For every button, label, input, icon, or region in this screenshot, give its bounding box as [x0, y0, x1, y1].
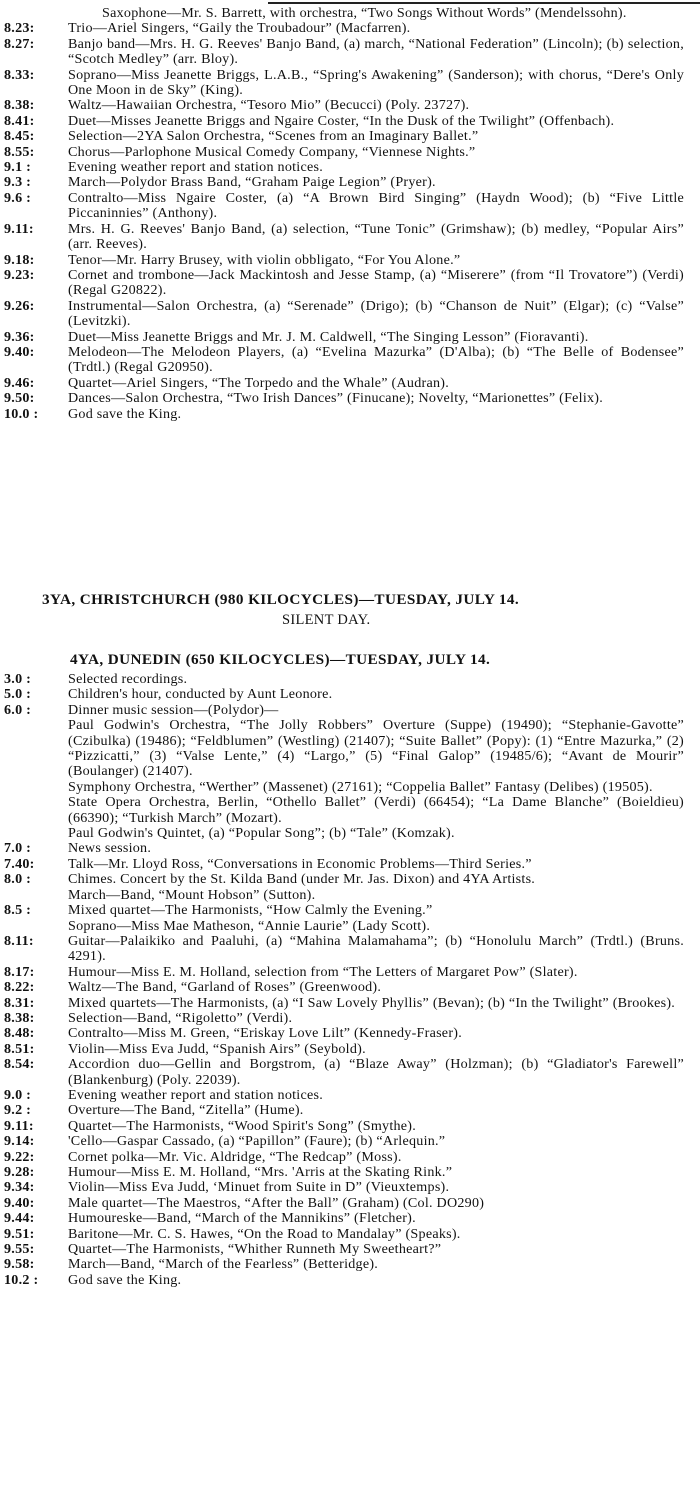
entry-time: 9.11: [4, 1117, 34, 1134]
schedule-entry [0, 718, 690, 780]
schedule-entry [0, 222, 690, 253]
schedule-entry [0, 175, 690, 190]
entry-time: 9.23: [4, 266, 35, 283]
schedule-entry [0, 98, 690, 113]
schedule-entry [0, 687, 690, 702]
entry-time: 9.14: [4, 1133, 35, 1150]
entry-time: 9.36: [4, 328, 35, 345]
entry-text: Selected recordings. [68, 671, 188, 687]
entry-text: Quartet—The Harmonists, “Wood Spirit's Song” (Smythe). [68, 1117, 417, 1134]
entry-text: God save the King. [68, 405, 182, 422]
programme-4ya [0, 672, 690, 1288]
entry-time: 8.38: [4, 97, 35, 114]
schedule-entry [0, 253, 690, 268]
entry-text: Mixed quartet—The Harmonists, “How Calmly the Evening.” [68, 902, 433, 919]
entry-time: 8.48: [4, 1025, 35, 1042]
entry-time: 9.51: [4, 1225, 35, 1242]
entry-text: Soprano—Miss Mae Matheson, “Annie Laurie” (Lady Scott). [68, 917, 431, 934]
entry-time: 8.5 : [4, 902, 32, 919]
schedule-entry [0, 21, 690, 36]
entry-time: 8.45: [4, 128, 35, 145]
schedule-entry [0, 330, 690, 345]
schedule-entry [0, 1165, 690, 1180]
schedule-entry [0, 1026, 690, 1041]
entry-text: Duet—Miss Jeanette Briggs and Mr. J. M. Caldwell, “The Singing Lesson” (Fioravanti). [68, 328, 589, 345]
schedule-entry [0, 1103, 690, 1118]
schedule-entry [0, 299, 690, 330]
entry-time: 8.31: [4, 994, 35, 1011]
entry-time: 9.3 : [4, 174, 32, 191]
entry-text: Paul Godwin's Orchestra, “The Jolly Robbers” Overture (Suppe) (19490); “Stephanie-Gavotte” (Czibulka) (19486); “Feldblumen” (Westling) (21407); “Suite Ballet” (Popy): (1) “Entre Mazurka,” (2) “Pizzicatti,” (3) “Valse Lente,” (4) “Largo,” (5) “Final Galop” (19485/6); “Avant de Mourir” (Boulanger) (21407). [68, 717, 684, 780]
schedule-entry [0, 826, 690, 841]
entry-text: Accordion duo—Gellin and Borgstrom, (a) “Blaze Away” (Holzman); (b) “Gladiator's Farewell” (Blankenburg) (Poly. 22039). [68, 1056, 684, 1088]
schedule-entry [0, 1088, 690, 1103]
entry-time: 5.0 : [4, 686, 32, 703]
entry-text: Selection—Band, “Rigoletto” (Verdi). [68, 1009, 293, 1026]
entry-text: Selection—2YA Salon Orchestra, “Scenes from an Imaginary Ballet.” [68, 128, 479, 145]
entry-time: 8.38: [4, 1009, 35, 1026]
entry-time: 8.55: [4, 143, 35, 160]
entry-time: 8.22: [4, 979, 35, 996]
entry-text: Humour—Miss E. M. Holland, selection from “The Letters of Margaret Pow” (Slater). [68, 963, 578, 980]
entry-time: 9.58: [4, 1256, 35, 1273]
entry-text: Contralto—Miss M. Green, “Eriskay Love Lilt” (Kennedy-Fraser). [68, 1025, 462, 1042]
schedule-entry [0, 857, 690, 872]
entry-time: 8.11: [4, 932, 34, 949]
station-heading-3ya: 3YA, CHRISTCHURCH (980 KILOCYCLES)—TUESDAY, JULY 14. [42, 591, 520, 608]
entry-text: Dances—Salon Orchestra, “Two Irish Dances” (Finucane); Novelty, “Marionettes” (Felix). [68, 390, 604, 407]
entry-text: Duet—Misses Jeanette Briggs and Ngaire Coster, “In the Dusk of the Twilight” (Offenbach). [68, 112, 615, 129]
entry-text: Cornet and trombone—Jack Mackintosh and Jesse Stamp, (a) “Miserere” (from “Il Trovatore”) (Verdi) (Regal G20822). [68, 266, 684, 299]
entry-text: Soprano—Miss Jeanette Briggs, L.A.B., “Spring's Awakening” (Sanderson); with chorus, “Dere's Only One Moon in de Sky” (King). [68, 66, 684, 99]
entry-time: 9.34: [4, 1179, 35, 1196]
schedule-entry [0, 1227, 690, 1242]
entry-text: Dinner music session—(Polydor)— [68, 701, 279, 718]
schedule-entry [0, 68, 690, 99]
schedule-entry [0, 841, 690, 856]
entry-text: Children's hour, conducted by Aunt Leonore. [68, 686, 333, 703]
entry-time: 9.26: [4, 297, 35, 314]
programme-2ya-continued [0, 6, 690, 422]
schedule-entry [0, 996, 690, 1011]
schedule-entry [0, 780, 690, 795]
entry-time: 8.33: [4, 66, 35, 83]
schedule-entry [0, 1196, 690, 1211]
entry-text: Melodeon—The Melodeon Players, (a) “Evelina Mazurka” (D'Alba); (b) “The Belle of Bodensee” (Trdtl.) (Regal G20950). [68, 343, 684, 376]
schedule-entry [0, 1011, 690, 1026]
entry-text: March—Polydor Brass Band, “Graham Paige Legion” (Pryer). [68, 174, 436, 191]
entry-text: Contralto—Miss Ngaire Coster, (a) “A Brown Bird Singing” (Haydn Wood); (b) “Five Little Piccaninnies” (Anthony). [68, 189, 684, 222]
schedule-entry [0, 160, 690, 175]
entry-text: Chimes. Concert by the St. Kilda Band (under Mr. Jas. Dixon) and 4YA Artists. [68, 871, 536, 888]
entry-text: Banjo band—Mrs. H. G. Reeves' Banjo Band, (a) march, “National Federation” (Lincoln); (b) selection, “Scotch Medley” (arr. Bloy). [68, 35, 684, 68]
entry-text: Guitar—Palaikiko and Paaluhi, (a) “Mahina Malamahama”; (b) “Honolulu March” (Trdtl.) (Bruns. 4291). [68, 932, 684, 965]
silent-day-note: SILENT DAY. [282, 612, 371, 628]
entry-time: 9.18: [4, 251, 35, 268]
entry-time: 8.54: [4, 1056, 35, 1073]
schedule-entry [0, 1242, 690, 1257]
entry-text: Baritone—Mr. C. S. Hawes, “On the Road to Mandalay” (Speaks). [68, 1225, 461, 1242]
schedule-entry [0, 672, 690, 687]
entry-time: 9.40: [4, 1194, 35, 1211]
entry-time: 9.40: [4, 343, 35, 360]
schedule-entry [0, 268, 690, 299]
entry-text: Humoureske—Band, “March of the Mannikins” (Fletcher). [68, 1210, 416, 1227]
entry-text: State Opera Orchestra, Berlin, “Othello Ballet” (Verdi) (66454); “La Dame Blanche” (Boieldieu) (66390); “Turkish March” (Mozart). [68, 794, 684, 826]
entry-text: 'Cello—Gaspar Cassado, (a) “Papillon” (Faure); (b) “Arlequin.” [68, 1133, 446, 1150]
entry-text: Trio—Ariel Singers, “Gaily the Troubadour” (Macfarren). [68, 20, 411, 37]
entry-text: Mrs. H. G. Reeves' Banjo Band, (a) selection, “Tune Tonic” (Grimshaw); (b) medley, “Popular Airs” (arr. Reeves). [68, 220, 684, 253]
entry-time: 9.11: [4, 220, 34, 237]
schedule-entry [0, 129, 690, 144]
entry-text: Chorus—Parlophone Musical Comedy Company, “Viennese Nights.” [68, 143, 476, 160]
entry-time: 9.0 : [4, 1086, 32, 1103]
schedule-entry [0, 903, 690, 918]
entry-time: 8.23: [4, 20, 35, 37]
top-rule [268, 2, 700, 4]
entry-time: 10.0 : [4, 405, 39, 422]
entry-text: Waltz—Hawaiian Orchestra, “Tesoro Mio” (Becucci) (Poly. 23727). [68, 97, 470, 114]
entry-text: Male quartet—The Maestros, “After the Ball” (Graham) (Col. DO290) [68, 1194, 485, 1211]
entry-time: 10.2 : [4, 1271, 39, 1288]
entry-time: 9.6 : [4, 189, 32, 206]
entry-text: Humour—Miss E. M. Holland, “Mrs. 'Arris at the Skating Rink.” [68, 1164, 453, 1180]
schedule-entry [0, 145, 690, 160]
entry-time: 8.51: [4, 1040, 35, 1057]
entry-time: 9.2 : [4, 1102, 32, 1119]
entry-time: 8.27: [4, 35, 35, 52]
entry-text: News session. [68, 840, 152, 857]
schedule-entry [0, 191, 690, 222]
entry-time: 9.55: [4, 1241, 35, 1258]
entry-time: 8.41: [4, 112, 35, 129]
entry-text: Evening weather report and station notices. [68, 1086, 323, 1103]
entry-time: 6.0 : [4, 701, 32, 718]
schedule-entry [0, 1057, 690, 1088]
entry-time: 9.28: [4, 1164, 35, 1180]
entry-text: Symphony Orchestra, “Werther” (Massenet) (27161); “Coppelia Ballet” Fantasy (Delibes) (19505). [68, 778, 653, 795]
schedule-entry [0, 391, 690, 406]
entry-text: God save the King. [68, 1271, 182, 1288]
schedule-entry [0, 1180, 690, 1195]
entry-time: 8.17: [4, 963, 35, 980]
entry-time: 7.0 : [4, 840, 32, 857]
schedule-entry [0, 345, 690, 376]
entry-text: Violin—Miss Eva Judd, ‘Minuet from Suite in D” (Vieuxtemps). [68, 1179, 450, 1196]
entry-text: Evening weather report and station notices. [68, 159, 323, 176]
schedule-entry [0, 407, 690, 422]
entry-time: 9.46: [4, 374, 35, 391]
entry-text: March—Band, “March of the Fearless” (Betteridge). [68, 1256, 379, 1273]
schedule-entry [0, 6, 690, 21]
schedule-entry [0, 795, 690, 826]
schedule-entry [0, 1273, 690, 1288]
station-heading-4ya: 4YA, DUNEDIN (650 KILOCYCLES)—TUESDAY, JULY 14. [70, 651, 491, 668]
entry-time: 7.40: [4, 855, 35, 872]
entry-text: Cornet polka—Mr. Vic. Aldridge, “The Redcap” (Moss). [68, 1148, 402, 1165]
entry-time: 3.0 : [4, 671, 32, 687]
schedule-entry [0, 872, 690, 887]
entry-text: Waltz—The Band, “Garland of Roses” (Greenwood). [68, 979, 382, 996]
entry-text: Talk—Mr. Lloyd Ross, “Conversations in Economic Problems—Third Series.” [68, 855, 532, 872]
schedule-entry [0, 980, 690, 995]
entry-time: 9.1 : [4, 159, 32, 176]
entry-text: Violin—Miss Eva Judd, “Spanish Airs” (Seybold). [68, 1040, 366, 1057]
entry-text: Mixed quartets—The Harmonists, (a) “I Saw Lovely Phyllis” (Bevan); (b) “In the Twilight” (Brookes). [68, 994, 676, 1011]
entry-text: March—Band, “Mount Hobson” (Sutton). [68, 886, 316, 903]
schedule-entry [0, 919, 690, 934]
entry-text: Tenor—Mr. Harry Brusey, with violin obbligato, “For You Alone.” [68, 251, 461, 268]
schedule-entry [0, 965, 690, 980]
schedule-entry [0, 1042, 690, 1057]
entry-text: Overture—The Band, “Zitella” (Hume). [68, 1102, 304, 1119]
entry-time: 9.22: [4, 1148, 35, 1165]
schedule-entry [0, 37, 690, 68]
entry-text: Saxophone—Mr. S. Barrett, with orchestra, “Two Songs Without Words” (Mendelssohn). [102, 5, 627, 21]
entry-text: Quartet—The Harmonists, “Whither Runneth My Sweetheart?” [68, 1241, 442, 1258]
schedule-entry [0, 1211, 690, 1226]
entry-text: Paul Godwin's Quintet, (a) “Popular Song”; (b) “Tale” (Komzak). [68, 825, 455, 842]
entry-time: 9.50: [4, 390, 35, 407]
entry-time: 9.44: [4, 1210, 35, 1227]
schedule-entry [0, 703, 690, 718]
schedule-entry [0, 114, 690, 129]
entry-time: 8.0 : [4, 871, 32, 888]
schedule-entry [0, 1119, 690, 1134]
entry-text: Instrumental—Salon Orchestra, (a) “Serenade” (Drigo); (b) “Chanson de Nuit” (Elgar); (c) “Valse” (Levitzki). [68, 297, 684, 330]
schedule-entry [0, 1257, 690, 1272]
schedule-entry [0, 934, 690, 965]
schedule-entry [0, 888, 690, 903]
schedule-entry [0, 1150, 690, 1165]
schedule-entry [0, 1134, 690, 1149]
schedule-entry [0, 376, 690, 391]
entry-text: Quartet—Ariel Singers, “The Torpedo and the Whale” (Audran). [68, 374, 449, 391]
